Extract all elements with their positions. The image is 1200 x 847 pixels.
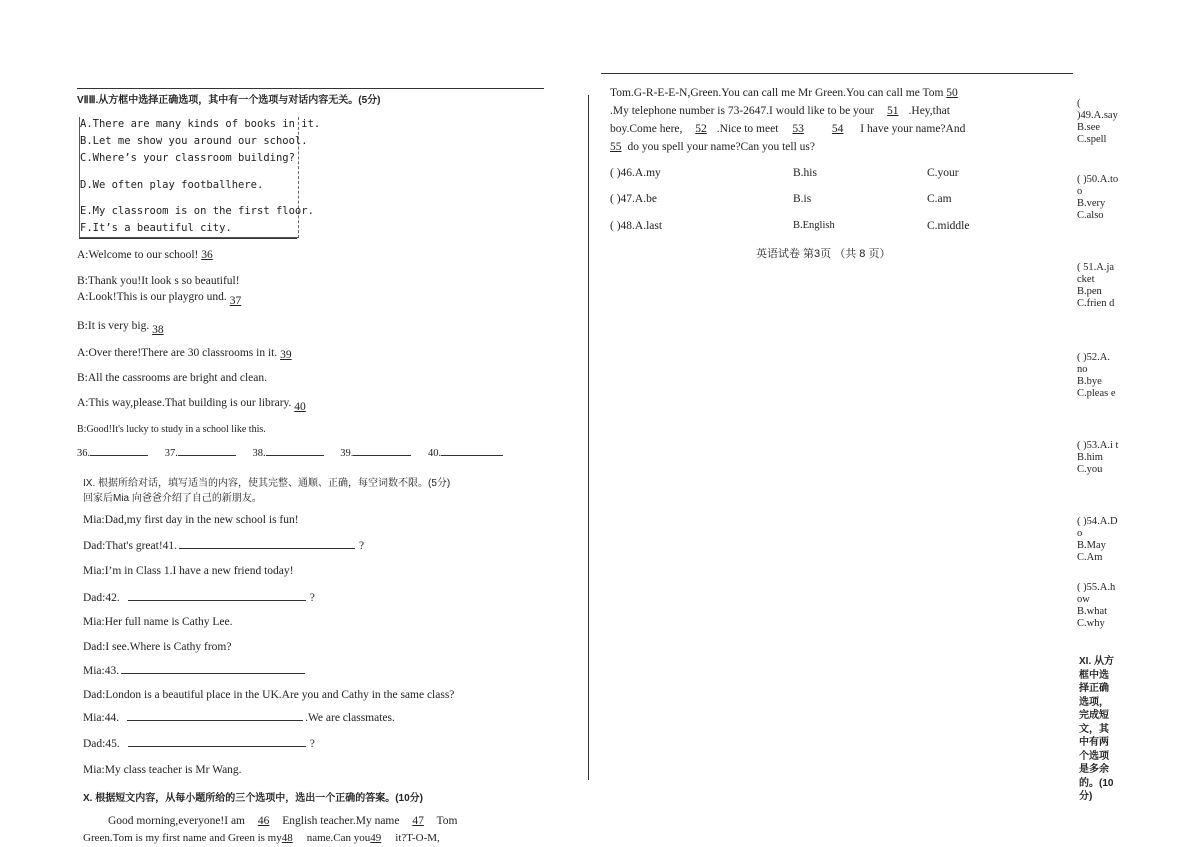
dialogue-line: B:Good!It's lucky to study in a school like this. xyxy=(77,424,266,435)
dialogue-line: A:Look!This is our playgro und. 37 xyxy=(77,291,242,307)
section-10-header: X. 根据短文内容，从每小题所给的三个选项中，选出一个正确的答案。(10分) xyxy=(83,793,424,804)
column-divider xyxy=(588,95,589,780)
s10-passage-line-2: Green.Tom is my first name and Green is my48 name.Can you49 it?T-O-M, xyxy=(83,832,440,844)
options-box-bottom xyxy=(79,238,297,239)
right-item-52: ( )52.A. no B.bye C.pleas e xyxy=(1077,352,1116,399)
s9-line-45: Dad:45. ? xyxy=(83,738,315,750)
right-item-53: ( )53.A.i t B.him C.you xyxy=(1077,440,1119,475)
section-9-header: IX. 根据所给对话，填写适当的内容，使其完整、通顺、正确，每空词数不限。(5分) xyxy=(83,478,451,489)
s9-line-1: Mia:Dad,my first day in the new school is fun! xyxy=(83,514,299,526)
dialogue-line: A:Over there!There are 30 classrooms in it. 39 xyxy=(77,347,292,361)
top-rule-left xyxy=(77,88,544,89)
section-9-sub: 回家后Mia 向爸爸介绍了自己的新朋友。 xyxy=(83,493,262,504)
answer-line: 36. 37. 38. 39. 40. xyxy=(77,448,503,459)
s9-line-8: Dad:London is a beautiful place in the UK.Are you and Cathy in the same class? xyxy=(83,689,455,701)
s9-line-11: Mia:My class teacher is Mr Wang. xyxy=(83,764,242,776)
option-e: E.My classroom is on the first floor. xyxy=(80,205,314,217)
s9-line-44: Mia:44. .We are classmates. xyxy=(83,712,395,724)
right-item-55: ( )55.A.h ow B.what C.why xyxy=(1077,582,1116,629)
top-rule-middle xyxy=(601,73,1073,74)
s9-line-5: Mia:Her full name is Cathy Lee. xyxy=(83,616,233,628)
right-item-51: ( 51.A.ja cket B.pen C.frien d xyxy=(1077,262,1115,309)
passage-line-2: .My telephone number is 73-2647.I would like to be your 51 .Hey,that xyxy=(610,105,950,117)
dialogue-line: A:This way,please.That building is our library. 40 xyxy=(77,397,306,413)
passage-line-4: 55 do you spell your name?Can you tell us? xyxy=(610,141,815,153)
dialogue-line: B:It is very big. 38 xyxy=(77,320,164,336)
passage-line-1: Tom.G-R-E-E-N,Green.You can call me Mr Green.You can call me Tom 50 xyxy=(610,87,958,99)
dialogue-line: B:Thank you!It look s so beautiful! xyxy=(77,275,240,287)
right-item-50: ( )50.A.to o B.very C.also xyxy=(1077,174,1119,221)
dialogue-line: B:All the cassrooms are bright and clean. xyxy=(77,372,268,384)
s9-line-42: Dad:42. ? xyxy=(83,592,315,604)
option-c: C.Where’s your classroom building? xyxy=(80,152,295,164)
s9-line-3: Mia:I’m in Class 1.I have a new friend today! xyxy=(83,565,294,577)
dialogue-line: A:Welcome to our school! 36 xyxy=(77,249,213,261)
s10-passage-line-1: Good morning,everyone!I am 46 English teacher.My name 47 Tom xyxy=(108,815,458,827)
choice-row-47: ( )47.A.be B.is C.am xyxy=(610,193,952,205)
right-item-54: ( )54.A.D o B.May C.Am xyxy=(1077,516,1118,563)
s9-line-41: Dad:That's great!41. ? xyxy=(83,540,365,552)
choice-row-46: ( )46.A.my B.his C.your xyxy=(610,167,959,179)
right-item-49: ( )49.A.say B.see C.spell xyxy=(1077,98,1118,145)
s9-line-6: Dad:I see.Where is Cathy from? xyxy=(83,641,232,653)
option-f: F.It’s a beautiful city. xyxy=(80,222,232,234)
choice-row-48: ( )48.A.last B.English C.middle xyxy=(610,220,970,232)
option-d: D.We often play footballhere. xyxy=(80,179,264,191)
option-b: B.Let me show you around our school. xyxy=(80,135,308,147)
s9-line-43: Mia:43. xyxy=(83,665,305,677)
passage-line-3: boy.Come here, 52 .Nice to meet 53 54 I have your name?And xyxy=(610,123,966,135)
option-a: A.There are many kinds of books in it. xyxy=(80,118,321,130)
section-11-header: XI. 从方框中选择正确选项，完成短文，其中有两个选项是多余的。(10分) xyxy=(1079,656,1115,802)
page-footer: 英语试卷 第3页 （共 8 页） xyxy=(756,248,891,260)
section-8-header: VⅡⅢ.从方框中选择正确选项，其中有一个选项与对话内容无关。(5分) xyxy=(77,95,381,106)
